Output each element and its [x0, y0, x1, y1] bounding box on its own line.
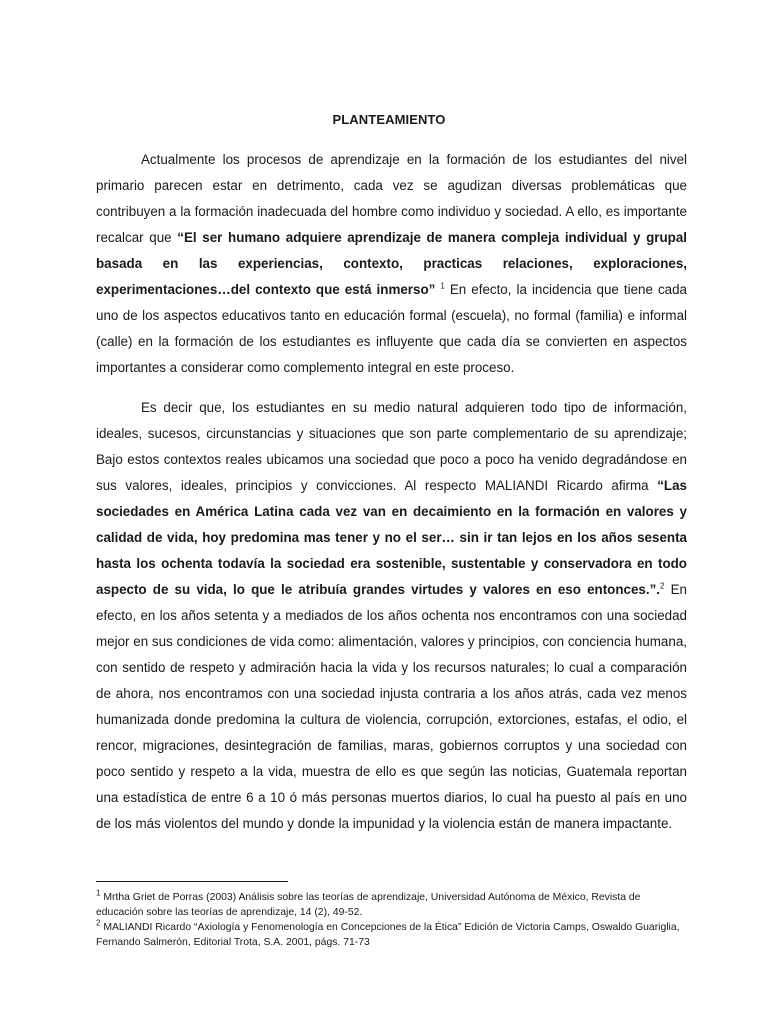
footnote-ref-1: 1: [440, 281, 445, 291]
footnote-1-number: 1: [96, 888, 101, 898]
paragraph-1-text-a: Actualmente los procesos de aprendizaje en la formación de los estudiantes del nivel primario parecen estar en detrimento, cada vez se agudizan diversas problemáticas que contribuyen a la formación inadecuada del hombre como individuo y sociedad. A ello, es importante recalcar que: [96, 152, 687, 245]
paragraph-2-text-a: Es decir que, los estudiantes en su medio natural adquieren todo tipo de información, ideales, sucesos, circunstancias y situaciones que son parte complementario de su aprendizaje; Bajo estos contextos reales ubicamos una sociedad que poco a poco ha venido degradándose en sus valores, ideales, principios y convicciones. Al respecto MALIANDI Ricardo afirma: [96, 400, 687, 493]
footnote-ref-2: 2: [660, 581, 665, 591]
footnote-2-text: MALIANDI Ricardo “Axiología y Fenomenología en Concepciones de la Ética” Edición de Victoria Camps, Oswaldo Guariglia, Fernando Salmerón, Editorial Trota, S.A. 2001, págs. 71-73: [96, 922, 680, 948]
footnote-1-text: Mrtha Griet de Porras (2003) Análisis sobre las teorías de aprendizaje, Universidad Autónoma de México, Revista de educación sobre las teorías de aprendizaje, 14 (2), 49-52.: [96, 892, 641, 918]
paragraph-1-quote: “El ser humano adquiere aprendizaje de manera compleja individual y grupal basada en las experiencias, contexto, practicas relaciones, exploraciones, experimentaciones…del contexto que está inmerso”: [96, 230, 687, 297]
paragraph-2-quote: “Las sociedades en América Latina cada vez van en decaimiento en la formación en valores y calidad de vida, hoy predomina mas tener y no el ser… sin ir tan lejos en los años sesenta hasta los ochenta todavía la sociedad era sostenible, sustentable y conservadora en todo aspecto de su vida, lo que le atribuía grandes virtudes y valores en eso entonces.”.: [96, 478, 687, 597]
footnote-divider: [96, 881, 288, 882]
page-title: PLANTEAMIENTO: [332, 112, 446, 127]
footnotes: [96, 890, 687, 950]
paragraph-1-text-b: En efecto, la incidencia que tiene cada uno de los aspectos educativos tanto en educación formal (escuela), no formal (familia) e informal (calle) en la formación de los estudiantes es influyente que cada día se convierten en aspectos importantes a considerar como complemento integral en este proceso.: [96, 282, 687, 375]
paragraph-1: [96, 147, 687, 381]
footnote-2: [96, 920, 687, 950]
footnote-1: [96, 890, 687, 920]
paragraph-2-text-b: En efecto, en los años setenta y a mediados de los años ochenta nos encontramos con una sociedad mejor en sus condiciones de vida como: alimentación, valores y principios, con conciencia humana, con sentido de respeto y admiración hacia la vida y los recursos naturales; lo cual a comparación de ahora, nos encontramos con una sociedad injusta contraria a los años atrás, cada vez menos humanizada donde predomina la cultura de violencia, corrupción, extorciones, estafas, el odio, el rencor, migraciones, desintegración de familias, maras, gobiernos corruptos y una sociedad con poco sentido y respeto a la vida, muestra de ello es que según las noticias, Guatemala reportan una estadística de entre 6 a 10 ó más personas muertos diarios, lo cual ha puesto al país en uno de los más violentos del mundo y donde la impunidad y la violencia están de manera impactante.: [96, 582, 687, 831]
footnote-2-number: 2: [96, 918, 101, 928]
paragraph-2: [96, 395, 687, 837]
